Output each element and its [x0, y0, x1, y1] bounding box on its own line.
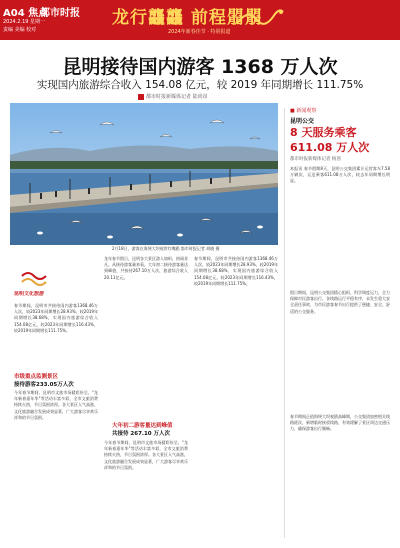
headline: 昆明接待国内游客 1368 万人次 — [62, 56, 338, 78]
masthead-editors: 责编 美编 校对 — [3, 27, 37, 33]
masthead-date: 2024.2.19 星期一 — [3, 19, 46, 25]
sidebar-kicker: 昆明公交 — [290, 118, 315, 125]
byline-marker-icon — [138, 94, 144, 100]
photo-caption: 2月18日，游客在海埂大坝观赏红嘴鸥 都市时报记者 胡晓 摄 — [112, 246, 220, 251]
page-label: A04 焦点 — [3, 8, 49, 19]
article-para-5: 春节期间，昆明市共接待国内游客1368.46万人次，较2023年同期增长28.93%，较2019年同期增长38.68%，实现国内旅游综合收入154.08亿元，较2023年同期增长116.43%，较2019年同期增长111.75%。 — [194, 256, 278, 286]
sidebar-title-line1: 8 天服务乘客 — [290, 126, 357, 139]
sidebar-para-3: 春节期间正值海埂大坝观鸥高峰期，公交集团加密相关线路班次，新增临时接驳线路，有效缓解了景区周边交通压力，确保游客出行顺畅。 — [290, 414, 390, 432]
masthead-caption: 2024年新春佳节 · 特别报道 — [168, 29, 231, 35]
sidebar-para-2: 假日期间，昆明公交集团精心组织，科学调度运力，全力保障市民游客出行。各线路运行平稳有序，未发生重大安全责任事故，为市民游客春节出行提供了便捷、安全、舒适的公交服务。 — [290, 290, 390, 314]
article-para-3: 龙年春节假日，昆明各大景区游人如织，热闹非凡。从接待游客量来看，大年初二接待游客量达到峰值，共接待267.10万人次，旅游综合收入20.11亿元。 — [104, 256, 188, 280]
sidebar-tag: ■ 新闻观察 — [290, 108, 317, 114]
sidebar-title-line2: 611.08 万人次 — [290, 141, 370, 154]
paper-name: 都市时报 — [40, 8, 80, 19]
subheading-1b: 接待游客233.05万人次 — [14, 382, 74, 388]
column-divider — [284, 108, 285, 538]
sidebar-byline: 都市时报新媒体记者 杨茜 — [290, 157, 341, 162]
dragon-icon — [235, 4, 285, 32]
byline — [138, 93, 208, 100]
subheading-2b: 共接待 267.10 万人次 — [112, 431, 171, 437]
masthead — [0, 0, 400, 40]
article-para-1: 春节期间，昆明市共接待国内游客1368.46万人次，较2023年同期增长28.93%，较2019年同期增长38.68%，实现国内旅游综合收入154.08亿元，较2023年同期增长116.43%，较2019年同期增长111.75%。 — [14, 303, 98, 333]
subhead: 实现国内旅游综合收入 154.08 亿元，较 2019 年同期增长 111.75% — [36, 79, 364, 91]
byline-text: 都市时报新媒体记者 陆尚昂 — [146, 94, 208, 100]
article-para-2: 今年春节期间，昆明市文旅市场精彩纷呈，"龙年新春嘉年华"等活动丰富多彩，全市文旅消费持续火热，节日氛围浓厚。各大景区人气高涨，文化旅游融合发展成效显著，广大游客尽享欢乐祥和的节日氛围。 — [14, 390, 98, 420]
news-photo — [10, 103, 278, 245]
masthead-slogan: 龙行龘龘 前程朤朤 — [112, 8, 263, 28]
subheading-1: 市级重点监测景区 — [14, 374, 59, 380]
sidebar-para-1: 本报讯 春节假期8天，昆明公交集团累计运营客车7.58万辆次，运送乘客611.08万人次，较去年同期增长明显。 — [290, 166, 390, 184]
logo-text: 昆明文化旅游 — [14, 291, 45, 297]
article-para-4: 今年春节期间，昆明市文旅市场精彩纷呈，"龙年新春嘉年华"等活动丰富多彩，全市文旅消费持续火热，节日氛围浓厚。各大景区人气高涨，文化旅游融合发展成效显著，广大游客尽享欢乐祥和的节日氛围。 — [104, 440, 188, 470]
subheading-2: 大年初二游客量达到峰值 — [112, 423, 173, 429]
